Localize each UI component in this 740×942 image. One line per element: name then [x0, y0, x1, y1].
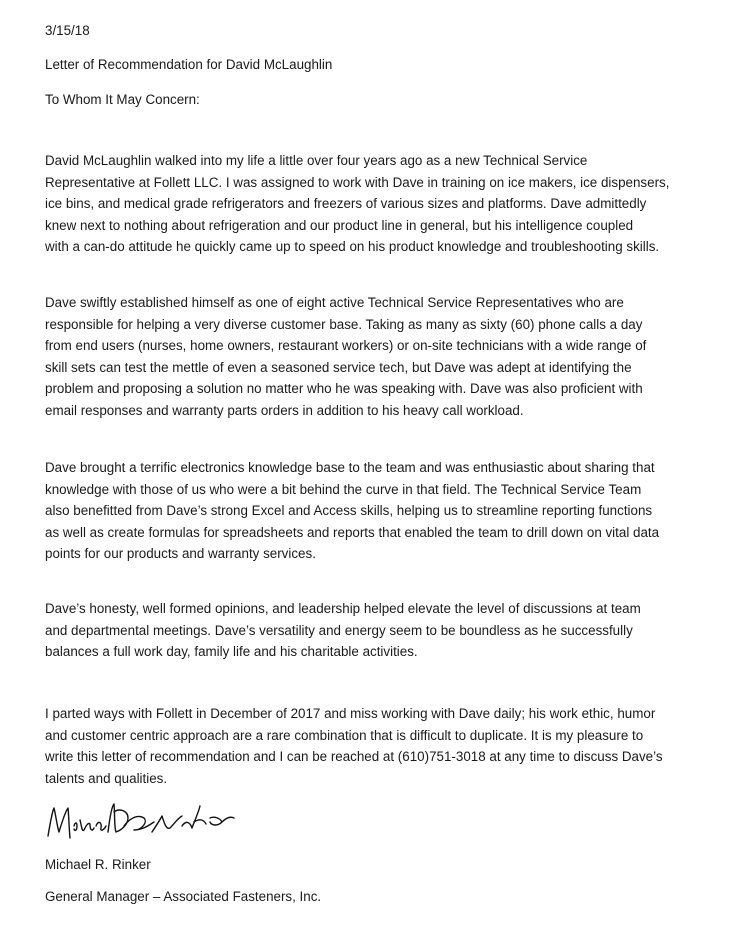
signatory-name: Michael R. Rinker — [45, 857, 151, 872]
letter-salutation: To Whom It May Concern: — [45, 92, 200, 107]
paragraph-line: Dave brought a terrific electronics knowledge base to the team and was enthusiastic about sharing that — [45, 460, 655, 475]
paragraph-line: with a can-do attitude he quickly came up to speed on his product knowledge and troubleshooting skills. — [45, 239, 660, 255]
paragraph-line: knowledge with those of us who were a bit behind the curve in that field. The Technical Service Team — [45, 481, 642, 497]
paragraph-line: and departmental meetings. Dave’s versatility and energy seem to be boundless as he successfully — [45, 622, 633, 638]
paragraph-line: talents and qualities. — [45, 770, 168, 786]
paragraph-5 — [45, 703, 700, 789]
paragraph-line: skill sets can test the mettle of even a seasoned service tech, but Dave was adept at identifying the — [45, 359, 632, 375]
letter-date: 3/15/18 — [45, 23, 90, 38]
paragraph-line: write this letter of recommendation and I can be reached at (610)751-3018 at any time to discuss Dave’s — [45, 749, 663, 765]
paragraph-line: Representative at Follett LLC. I was assigned to work with Dave in training on ice makers, ice dispensers, — [45, 174, 670, 190]
paragraph-line: email responses and warranty parts orders in addition to his heavy call workload. — [45, 402, 524, 418]
paragraph-line: responsible for helping a very diverse customer base. Taking as many as sixty (60) phone calls a day — [45, 316, 643, 332]
paragraph-line: David McLaughlin walked into my life a little over four years ago as a new Technical Service — [45, 153, 588, 168]
paragraph-line: Dave’s honesty, well formed opinions, and leadership helped elevate the level of discussions at team — [45, 601, 641, 616]
signatory-title: General Manager – Associated Fasteners, Inc. — [45, 889, 322, 904]
paragraph-line: ice bins, and medical grade refrigerators and freezers of various sizes and platforms. Dave admittedly — [45, 196, 647, 212]
letter-subject: Letter of Recommendation for David McLaughlin — [45, 57, 333, 72]
paragraph-4 — [45, 598, 700, 663]
paragraph-line: problem and proposing a solution no matter who he was speaking with. Dave was also proficient with — [45, 381, 643, 397]
paragraph-line: points for our products and warranty services. — [45, 546, 316, 562]
paragraph-line: as well as create formulas for spreadsheets and reports that enabled the team to drill down on vital data — [45, 524, 660, 540]
paragraph-line: from end users (nurses, home owners, restaurant workers) or on-site technicians with a wide range of — [45, 338, 647, 354]
paragraph-2 — [45, 292, 700, 422]
paragraph-line: balances a full work day, family life and his charitable activities. — [45, 644, 418, 660]
paragraph-line: I parted ways with Follett in December of 2017 and miss working with Dave daily; his work ethic, humor — [45, 706, 656, 721]
paragraph-line: Dave swiftly established himself as one of eight active Technical Service Representatives who are — [45, 295, 624, 310]
paragraph-3 — [45, 457, 700, 565]
paragraph-line: and customer centric approach are a rare combination that is difficult to duplicate. It is my pleasure to — [45, 727, 644, 743]
paragraph-1 — [45, 150, 700, 258]
paragraph-line: knew next to nothing about refrigeration and our product line in general, but his intelligence coupled — [45, 217, 634, 233]
handwritten-signature — [44, 796, 244, 846]
paragraph-line: also benefitted from Dave’s strong Excel and Access skills, helping us to streamline reporting functions — [45, 503, 653, 519]
